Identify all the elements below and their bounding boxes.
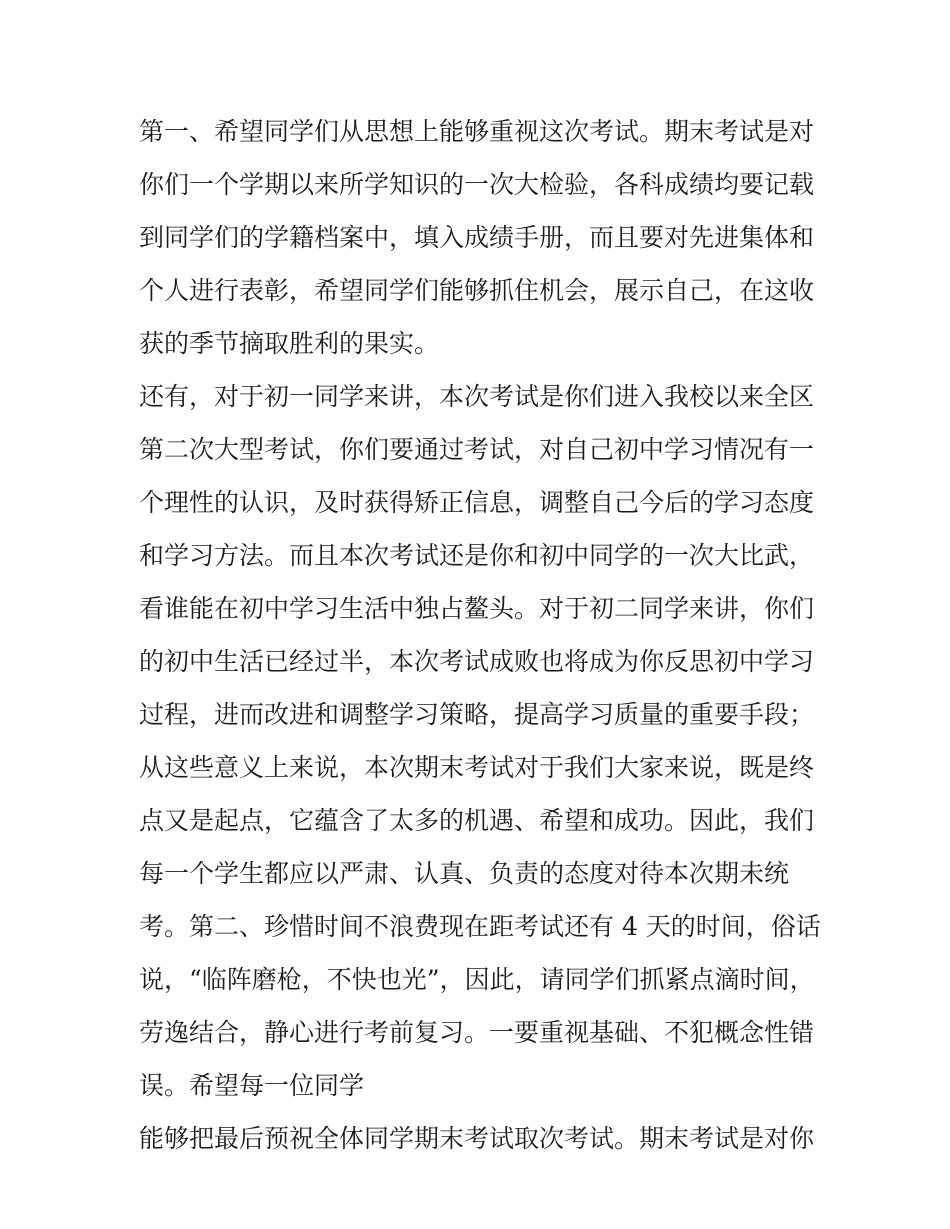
text-line-3: 到同学们的学籍档案中，填入成绩手册，而且要对先进集体和 bbox=[139, 223, 815, 252]
text-line-6: 还有，对于初一同学来讲，本次考试是你们进入我校以来全区 bbox=[139, 382, 815, 411]
text-line-9: 和学习方法。而且本次考试还是你和初中同学的一次大比武， bbox=[139, 541, 815, 570]
text-line-10: 看谁能在初中学习生活中独占鳌头。对于初二同学来讲，你们 bbox=[139, 594, 815, 623]
text-line-12: 过程，进而改进和调整学习策略，提高学习质量的重要手段； bbox=[139, 700, 815, 729]
text-line-11: 的初中生活已经过半，本次考试成败也将成为你反思初中学习 bbox=[139, 647, 815, 676]
text-line-4: 个人进行表彰，希望同学们能够抓住机会，展示自己，在这收 bbox=[139, 276, 815, 305]
text-line-17: 说，“临阵磨枪，不快也光”，因此，请同学们抓紧点滴时间， bbox=[139, 965, 815, 994]
text-line-2: 你们一个学期以来所学知识的一次大检验，各科成绩均要记载 bbox=[139, 170, 815, 199]
text-line-14: 点又是起点，它蕴含了太多的机遇、希望和成功。因此，我们 bbox=[139, 806, 815, 835]
text-line-16: 考。第二、珍惜时间不浪费现在距考试还有 4 天的时间，俗话 bbox=[139, 912, 821, 941]
body-text bbox=[139, 105, 819, 1165]
text-line-7: 第二次大型考试，你们要通过考试，对自己初中学习情况有一 bbox=[139, 435, 815, 464]
text-line-18: 劳逸结合，静心进行考前复习。一要重视基础、不犯概念性错 bbox=[139, 1018, 815, 1047]
text-line-8: 个理性的认识，及时获得矫正信息，调整自己今后的学习态度 bbox=[139, 488, 815, 517]
text-line-19: 误。希望每一位同学 bbox=[139, 1071, 365, 1100]
text-line-20: 能够把最后预祝全体同学期末考试取次考试。期末考试是对你 bbox=[139, 1124, 815, 1153]
text-line-15: 每一个学生都应以严肃、认真、负责的态度对待本次期未统 bbox=[139, 859, 790, 888]
text-line-1: 第一、希望同学们从思想上能够重视这次考试。期末考试是对 bbox=[139, 117, 815, 146]
text-line-5: 获的季节摘取胜利的果实。 bbox=[139, 329, 440, 358]
text-line-13: 从这些意义上来说，本次期末考试对于我们大家来说，既是终 bbox=[139, 753, 815, 782]
